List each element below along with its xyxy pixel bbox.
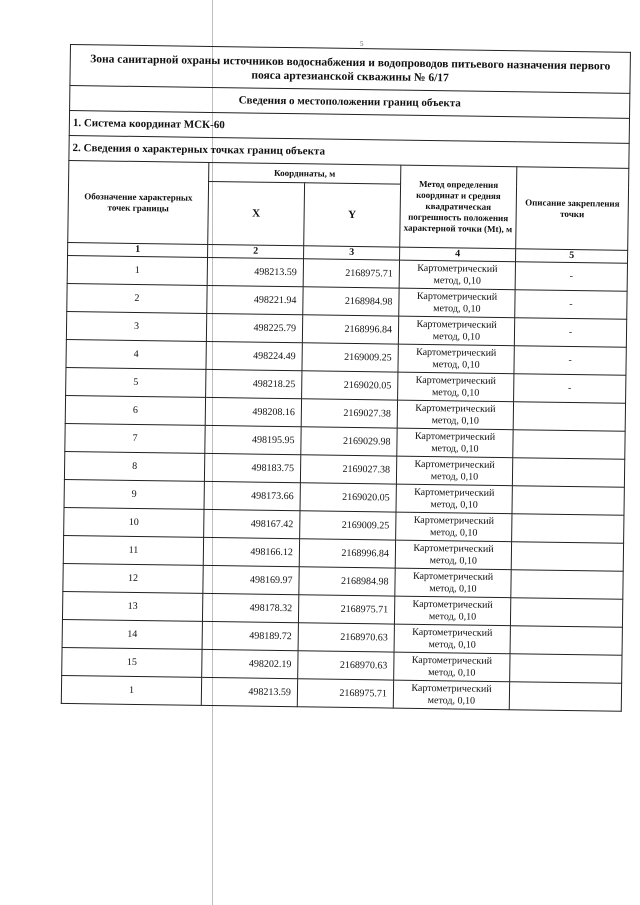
point-cell: 1 [67,255,207,285]
description-cell [511,570,623,600]
method-cell: Картометрический метод, 0,10 [397,428,513,458]
description-cell [512,514,624,544]
method-cell: Картометрический метод, 0,10 [398,372,514,402]
method-cell: Картометрический метод, 0,10 [394,596,510,626]
document [61,44,630,712]
method-cell: Картометрический метод, 0,10 [395,540,511,570]
point-cell: 11 [63,535,203,565]
point-cell: 4 [66,339,206,369]
column-number: 2 [208,244,304,258]
y-cell: 2168975.71 [303,259,399,288]
y-cell: 2169027.38 [301,399,397,428]
y-cell: 2168996.84 [302,315,398,344]
boundary-points-table [61,44,631,712]
header-y: Y [304,183,401,247]
header-description: Описание закрепления точки [516,167,629,251]
method-cell: Картометрический метод, 0,10 [394,652,510,682]
column-number: 3 [304,246,400,260]
y-cell: 2168970.63 [298,651,394,680]
column-number: 1 [68,242,208,257]
point-cell: 2 [67,283,207,313]
header-method: Метод определения координат и средняя квадратическая погрешность положения характерной точки (Mt), м [400,165,517,249]
header-x: X [208,181,305,245]
description-cell [512,458,624,488]
x-cell: 498178.32 [202,593,298,622]
method-cell: Картометрический метод, 0,10 [393,680,509,710]
y-cell: 2169020.05 [300,483,396,512]
description-cell [513,402,625,432]
description-cell [511,542,623,572]
point-cell: 14 [62,619,202,649]
description-cell: - [514,346,626,376]
point-cell: 12 [63,563,203,593]
x-cell: 498221.94 [207,285,303,314]
method-cell: Картометрический метод, 0,10 [397,400,513,430]
description-cell [510,626,622,656]
x-cell: 498218.25 [206,369,302,398]
method-cell: Картометрический метод, 0,10 [395,568,511,598]
description-cell: - [514,318,626,348]
point-cell: 10 [64,507,204,537]
section-boundary-points: 2. Сведения о характерных точках границ объекта [69,135,629,168]
y-cell: 2169029.98 [301,427,397,456]
point-cell: 7 [65,423,205,453]
method-cell: Картометрический метод, 0,10 [399,260,515,290]
x-cell: 498173.66 [204,481,300,510]
x-cell: 498183.75 [204,453,300,482]
header-point: Обозначение характерных точек границы [68,160,209,244]
y-cell: 2168975.71 [298,595,394,624]
document-title: Зона санитарной охраны источников водоснабжения и водопроводов питьевого назначения первого пояса артезианской скважины № 6/17 [70,45,631,94]
point-cell: 5 [66,367,206,397]
column-number: 4 [400,247,516,262]
method-cell: Картометрический метод, 0,10 [396,484,512,514]
description-cell: - [515,290,627,320]
x-cell: 498169.97 [203,565,299,594]
description-cell [512,486,624,516]
x-cell: 498208.16 [205,397,301,426]
y-cell: 2169020.05 [302,371,398,400]
description-cell: - [514,374,626,404]
x-cell: 498224.49 [206,341,302,370]
column-number: 5 [516,249,628,264]
y-cell: 2168996.84 [299,539,395,568]
point-cell: 1 [61,675,201,705]
point-cell: 13 [62,591,202,621]
y-cell: 2168984.98 [303,287,399,316]
description-cell [509,682,621,712]
y-cell: 2168970.63 [298,623,394,652]
description-cell [510,598,622,628]
x-cell: 498225.79 [206,313,302,342]
x-cell: 498213.59 [207,257,303,286]
x-cell: 498166.12 [203,537,299,566]
point-cell: 6 [65,395,205,425]
y-cell: 2168975.71 [297,679,393,708]
description-cell [510,654,622,684]
x-cell: 498167.42 [204,509,300,538]
section-coordinate-system: 1. Система координат МСК-60 [69,111,629,144]
y-cell: 2169009.25 [302,343,398,372]
document-subtitle: Сведения о местоположении границ объекта [70,86,630,119]
y-cell: 2169009.25 [300,511,396,540]
point-cell: 15 [62,647,202,677]
point-cell: 9 [64,479,204,509]
page-mark: 5 [360,40,364,48]
method-cell: Картометрический метод, 0,10 [394,624,510,654]
method-cell: Картометрический метод, 0,10 [398,316,514,346]
x-cell: 498202.19 [202,649,298,678]
method-cell: Картометрический метод, 0,10 [396,456,512,486]
method-cell: Картометрический метод, 0,10 [399,288,515,318]
description-cell: - [515,262,627,292]
x-cell: 498213.59 [201,677,297,706]
header-coordinates: Координаты, м [209,162,401,184]
y-cell: 2169027.38 [300,455,396,484]
x-cell: 498195.95 [205,425,301,454]
x-cell: 498189.72 [202,621,298,650]
method-cell: Картометрический метод, 0,10 [396,512,512,542]
description-cell [513,430,625,460]
point-cell: 8 [64,451,204,481]
point-cell: 3 [66,311,206,341]
method-cell: Картометрический метод, 0,10 [398,344,514,374]
y-cell: 2168984.98 [299,567,395,596]
